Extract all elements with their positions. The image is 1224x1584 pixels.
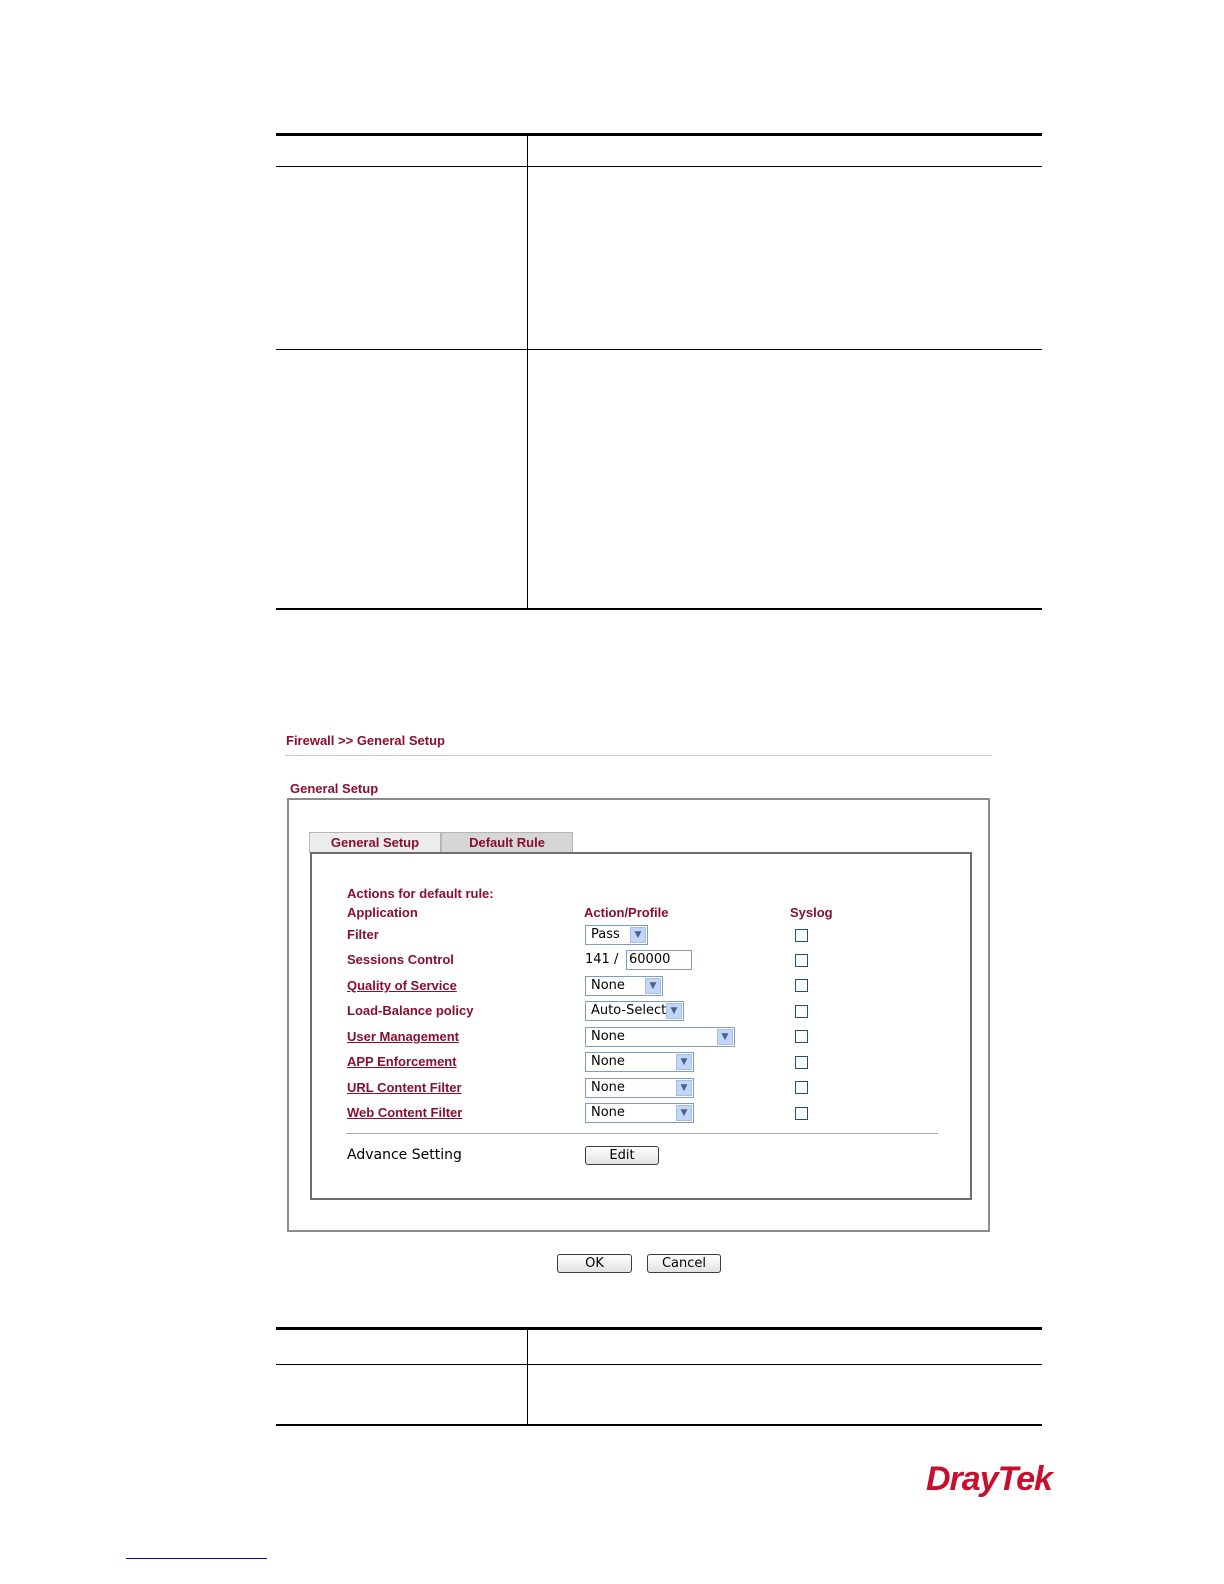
user-management-select-value: None bbox=[591, 1029, 625, 1044]
table-column-divider bbox=[527, 1327, 528, 1426]
column-header-action: Action/Profile bbox=[584, 905, 669, 920]
chevron-down-icon: ▼ bbox=[676, 1105, 692, 1121]
table-rule bbox=[276, 349, 1042, 350]
load-balance-select-value: Auto-Select bbox=[591, 1003, 667, 1018]
doc-table-top bbox=[276, 133, 1042, 611]
chevron-down-icon: ▼ bbox=[645, 978, 661, 994]
table-rule-bottom bbox=[276, 608, 1042, 610]
sessions-control-label: Sessions Control bbox=[347, 952, 454, 967]
load-balance-syslog-checkbox[interactable] bbox=[795, 1005, 808, 1018]
breadcrumb-divider bbox=[285, 755, 992, 756]
table-rule-bottom bbox=[276, 1424, 1042, 1426]
web-content-filter-select[interactable] bbox=[585, 1103, 694, 1123]
url-content-filter-select[interactable] bbox=[585, 1078, 694, 1098]
filter-label: Filter bbox=[347, 927, 379, 942]
qos-link[interactable]: Quality of Service bbox=[347, 978, 457, 993]
column-header-application: Application bbox=[347, 905, 418, 920]
app-enforcement-link[interactable]: APP Enforcement bbox=[347, 1054, 457, 1069]
cancel-button[interactable]: Cancel bbox=[647, 1254, 721, 1273]
doc-table-bottom bbox=[276, 1327, 1042, 1428]
user-management-select[interactable] bbox=[585, 1027, 735, 1047]
table-rule bbox=[276, 166, 1042, 167]
chevron-down-icon: ▼ bbox=[717, 1029, 733, 1045]
table-rule-top bbox=[276, 133, 1042, 136]
qos-select[interactable] bbox=[585, 976, 663, 996]
tab-general-setup[interactable]: General Setup bbox=[309, 832, 441, 853]
section-title: Actions for default rule: bbox=[347, 886, 494, 901]
edit-button[interactable]: Edit bbox=[585, 1146, 659, 1165]
panel-title: General Setup bbox=[290, 781, 379, 796]
filter-select-value: Pass bbox=[591, 927, 620, 942]
sessions-current: 141 / bbox=[585, 952, 619, 967]
web-content-filter-syslog-checkbox[interactable] bbox=[795, 1107, 808, 1120]
app-enforcement-select-value: None bbox=[591, 1054, 625, 1069]
footer-rule bbox=[126, 1558, 267, 1559]
qos-select-value: None bbox=[591, 978, 625, 993]
divider bbox=[346, 1133, 938, 1134]
qos-syslog-checkbox[interactable] bbox=[795, 979, 808, 992]
table-rule bbox=[276, 1364, 1042, 1365]
table-rule-top bbox=[276, 1327, 1042, 1330]
user-management-link[interactable]: User Management bbox=[347, 1029, 459, 1044]
filter-syslog-checkbox[interactable] bbox=[795, 929, 808, 942]
chevron-down-icon: ▼ bbox=[630, 927, 646, 943]
filter-select[interactable] bbox=[585, 925, 648, 945]
sessions-syslog-checkbox[interactable] bbox=[795, 954, 808, 967]
load-balance-label: Load-Balance policy bbox=[347, 1003, 474, 1018]
url-content-filter-syslog-checkbox[interactable] bbox=[795, 1081, 808, 1094]
chevron-down-icon: ▼ bbox=[676, 1054, 692, 1070]
ok-button[interactable]: OK bbox=[557, 1254, 632, 1273]
web-content-filter-link[interactable]: Web Content Filter bbox=[347, 1105, 463, 1120]
chevron-down-icon: ▼ bbox=[676, 1080, 692, 1096]
web-content-filter-select-value: None bbox=[591, 1105, 625, 1120]
advance-setting-label: Advance Setting bbox=[347, 1147, 462, 1163]
user-management-syslog-checkbox[interactable] bbox=[795, 1030, 808, 1043]
url-content-filter-link[interactable]: URL Content Filter bbox=[347, 1080, 462, 1095]
table-column-divider bbox=[527, 133, 528, 610]
sessions-limit-input[interactable]: 60000 bbox=[626, 950, 692, 970]
app-enforcement-select[interactable] bbox=[585, 1052, 694, 1072]
breadcrumb: Firewall >> General Setup bbox=[286, 733, 445, 748]
column-header-syslog: Syslog bbox=[790, 905, 833, 920]
tab-default-rule[interactable]: Default Rule bbox=[441, 832, 573, 853]
url-content-filter-select-value: None bbox=[591, 1080, 625, 1095]
load-balance-select[interactable] bbox=[585, 1001, 684, 1021]
app-enforcement-syslog-checkbox[interactable] bbox=[795, 1056, 808, 1069]
chevron-down-icon: ▼ bbox=[666, 1003, 682, 1019]
draytek-logo: DrayTek bbox=[926, 1460, 1052, 1498]
